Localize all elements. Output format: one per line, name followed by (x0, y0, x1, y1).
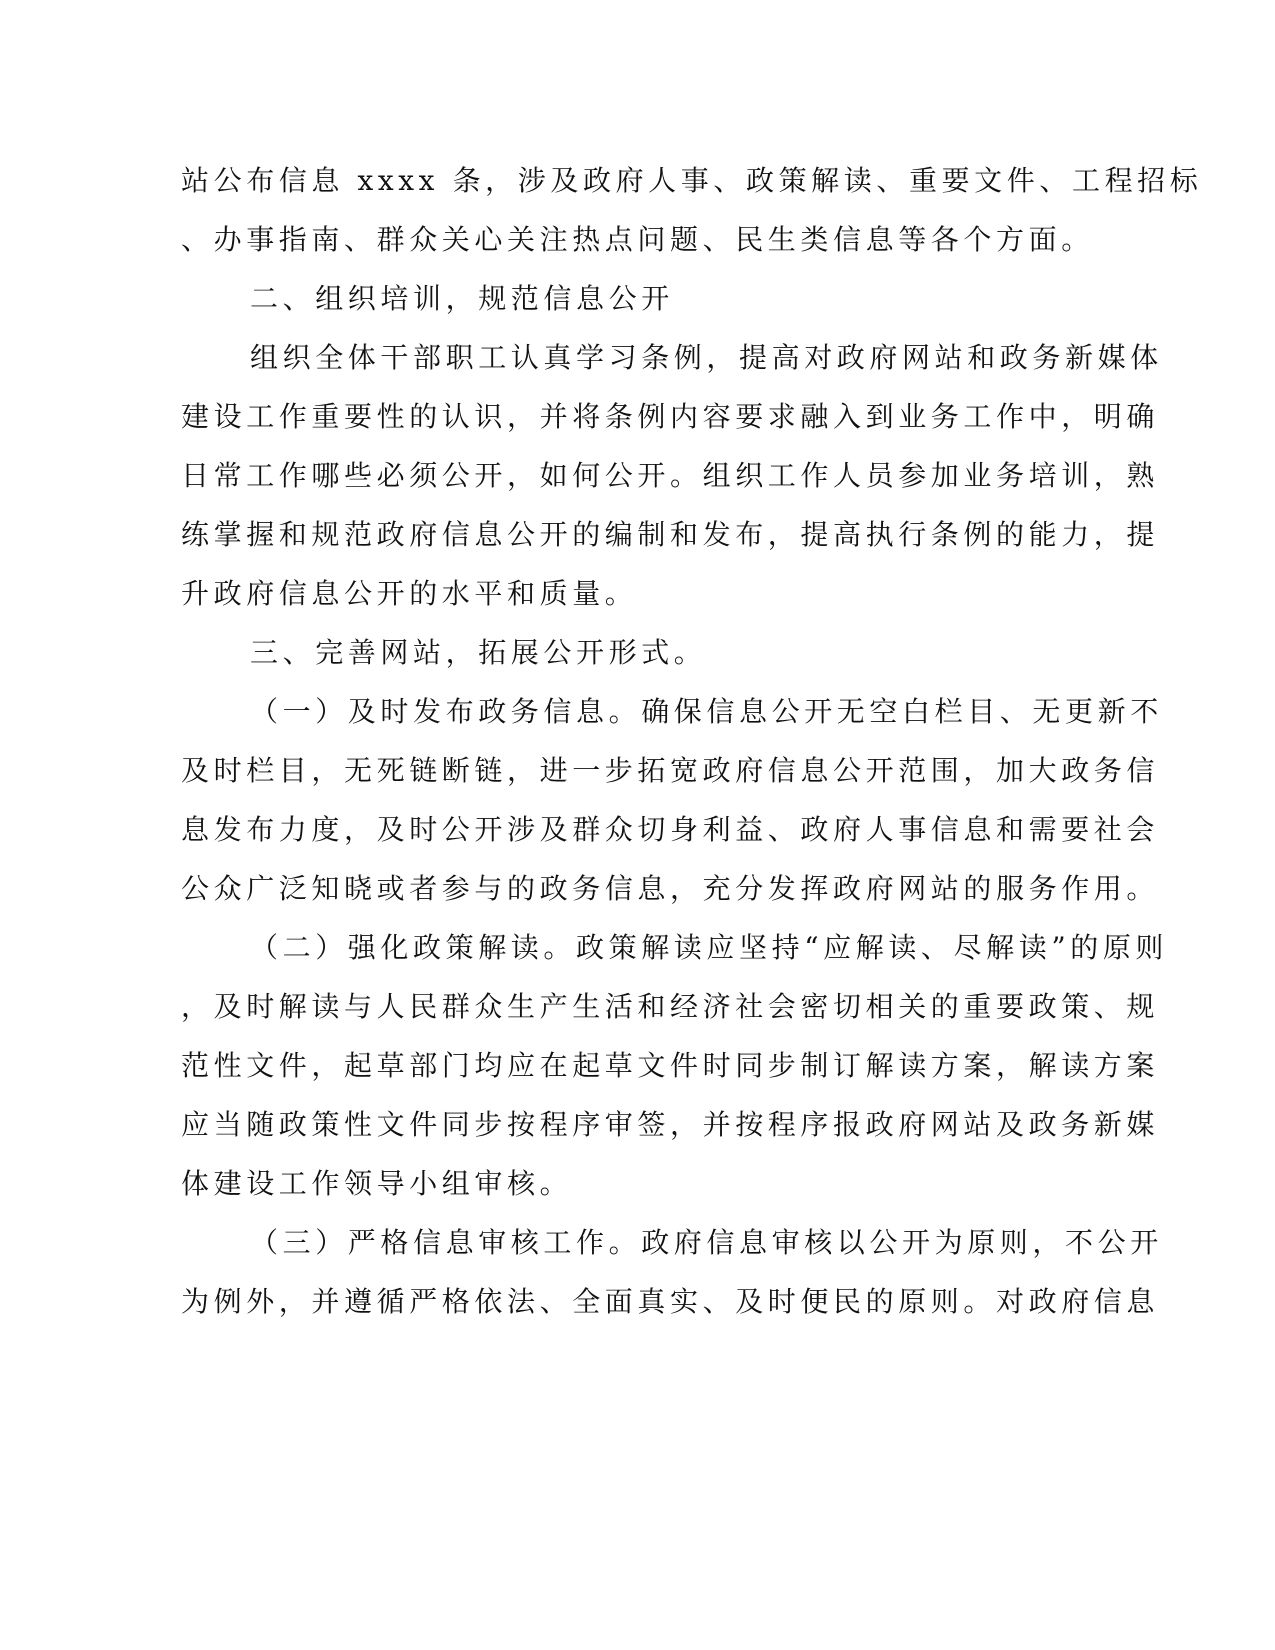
section-heading: 三、完善网站，拓展公开形式。 (250, 636, 707, 669)
section-heading: 二、组织培训，规范信息公开 (250, 282, 674, 315)
text-line: 息发布力度，及时公开涉及群众切身利益、政府人事信息和需要社会 (181, 813, 1160, 846)
text-line: 建设工作重要性的认识，并将条例内容要求融入到业务工作中，明确 (181, 400, 1160, 433)
text-line: （三）严格信息审核工作。政府信息审核以公开为原则，不公开 (250, 1226, 1163, 1259)
text-line: 、办事指南、群众关心关注热点问题、民生类信息等各个方面。 (181, 223, 1094, 256)
text-line: 应当随政策性文件同步按程序审签，并按程序报政府网站及政务新媒 (181, 1108, 1160, 1141)
text-line: 及时栏目，无死链断链，进一步拓宽政府信息公开范围，加大政务信 (181, 754, 1160, 787)
text-line: 范性文件，起草部门均应在起草文件时同步制订解读方案，解读方案 (181, 1049, 1160, 1082)
text-line: 组织全体干部职工认真学习条例，提高对政府网站和政务新媒体 (250, 341, 1163, 374)
text-line: 体建设工作领导小组审核。 (181, 1167, 573, 1200)
text-line: （二）强化政策解读。政策解读应坚持“应解读、尽解读”的原则 (250, 931, 1169, 964)
text-line: （一）及时发布政务信息。确保信息公开无空白栏目、无更新不 (250, 695, 1163, 728)
text-line: 公众广泛知晓或者参与的政务信息，充分发挥政府网站的服务作用。 (181, 872, 1160, 905)
text-line: 为例外，并遵循严格依法、全面真实、及时便民的原则。对政府信息 (181, 1285, 1160, 1318)
text-line: 升政府信息公开的水平和质量。 (181, 577, 638, 610)
text-line: 日常工作哪些必须公开，如何公开。组织工作人员参加业务培训，熟 (181, 459, 1160, 492)
text-line: ，及时解读与人民群众生产生活和经济社会密切相关的重要政策、规 (181, 990, 1160, 1023)
text-line: 站公布信息 xxxx 条，涉及政府人事、政策解读、重要文件、工程招标 (181, 164, 1203, 197)
text-line: 练掌握和规范政府信息公开的编制和发布，提高执行条例的能力，提 (181, 518, 1160, 551)
